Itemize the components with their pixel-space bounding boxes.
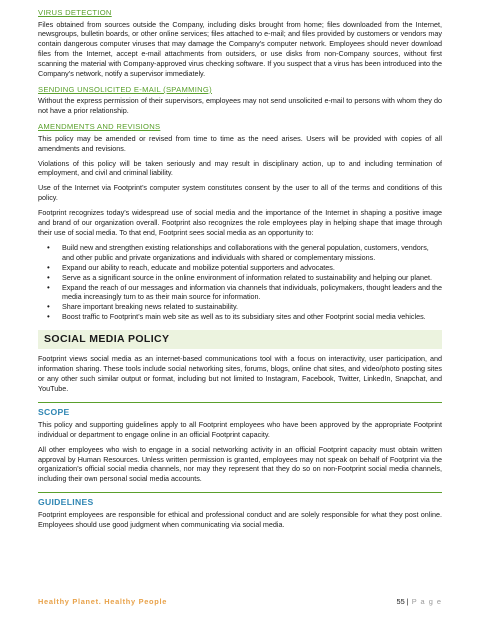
footer-page-label (396, 597, 442, 607)
list-item: • Serve as a significant source in the online environment of information related to sustainability and helping our planet. (62, 273, 442, 283)
page-footer (38, 597, 442, 607)
footer-slogan: Healthy Planet. Healthy People (38, 597, 168, 606)
page-number: 55 | (396, 597, 409, 606)
list-item: • Build new and strengthen existing relationships and collaborations with the general population, customers, vendors, and other public and private organizations and individuals with shared or complementary missions. (62, 243, 442, 263)
amendments-text-3: Use of the Internet via Footprint’s computer system constitutes consent by the user to all of the terms and conditions of this policy. (38, 183, 442, 203)
amendments-text-1: This policy may be amended or revised from time to time as the need arises. Users will be provided with copies of all amendments and revisions. (38, 133, 442, 153)
opportunity-list (38, 243, 442, 322)
amendments-heading: AMENDMENTS AND REVISIONS (38, 122, 161, 132)
scope-heading: SCOPE (38, 402, 442, 418)
list-item: • Expand the reach of our messages and information via channels that individuals, policymakers, thought leaders and the media increasingly turn to as their main source for information. (62, 283, 442, 303)
spamming-text: Without the express permission of their supervisors, employees may not send unsolicited e-mail to persons with whom they do not have a prior relationship. (38, 96, 442, 116)
social-media-policy-banner: SOCIAL MEDIA POLICY (38, 330, 442, 349)
amendments-text-2: Violations of this policy will be taken seriously and may result in disciplinary action, up to and including termination of employment, and civil and criminal liability. (38, 158, 442, 178)
list-item: • Share important breaking news related to sustainability. (62, 302, 442, 312)
scope-text-1: This policy and supporting guidelines apply to all Footprint employees who have been approved by the appropriate Footprint individual or department to engage online in an official Footprint capacity. (38, 419, 442, 439)
guidelines-text: Footprint employees are responsible for ethical and professional conduct and are solely responsible for what they post online. Employees should use good judgment when communicating via social media. (38, 510, 442, 530)
list-item: • Expand our ability to reach, educate and mobilize potential supporters and advocates. (62, 263, 442, 273)
list-item: • Boost traffic to Footprint’s main web site as well as to its subsidiary sites and other Footprint social media vehicles. (62, 312, 442, 322)
social-media-text: Footprint views social media as an internet-based communications tool with a focus on interactivity, user participation, and information sharing. These tools include social networking sites, forums, blogs, online chat sites, and video/photo posting sites or any other such similar output or format, including but not limited to Instagram, Facebook, Twitter, LinkedIn, Snapchat, and YouTube. (38, 354, 442, 393)
amendments-text-4: Footprint recognizes today’s widespread use of social media and the importance of the Internet in shaping a positive image and brand of our organization overall. Footprint also recognizes the role employees play in helping shape that image through their use of social media. To that end, Footprint sees social media as an opportunity to: (38, 208, 442, 237)
page-word: P a g e (408, 597, 442, 606)
guidelines-heading: GUIDELINES (38, 492, 442, 508)
virus-detection-heading: VIRUS DETECTION (38, 8, 112, 17)
virus-detection-text: Files obtained from sources outside the Company, including disks brought from home; files downloaded from the Internet, newsgroups, bulletin boards, or other online services; files attached to e-mail; and files provided by customers or vendors may contain dangerous computer viruses that may damage the Company’s computer network. Employees should never download files from the Internet, accept e-mail attachments from outsiders, or use disks from non-Company sources, without first scanning the material with Company-approved virus checking software. If you suspect that a virus has been introduced into the Company’s network, notify a supervisor immediately. (38, 19, 442, 79)
scope-text-2: All other employees who wish to engage in a social networking activity in an official Footprint capacity must obtain written approval by Human Resources. Unless written permission is granted, employees may not speak on behalf of Footprint via the organization’s official social media channels, nor may they represent that they do so on non-Footprint social media channels, including their own personal social media accounts. (38, 444, 442, 484)
spamming-heading: SENDING UNSOLICITED E-MAIL (SPAMMING) (38, 84, 212, 94)
